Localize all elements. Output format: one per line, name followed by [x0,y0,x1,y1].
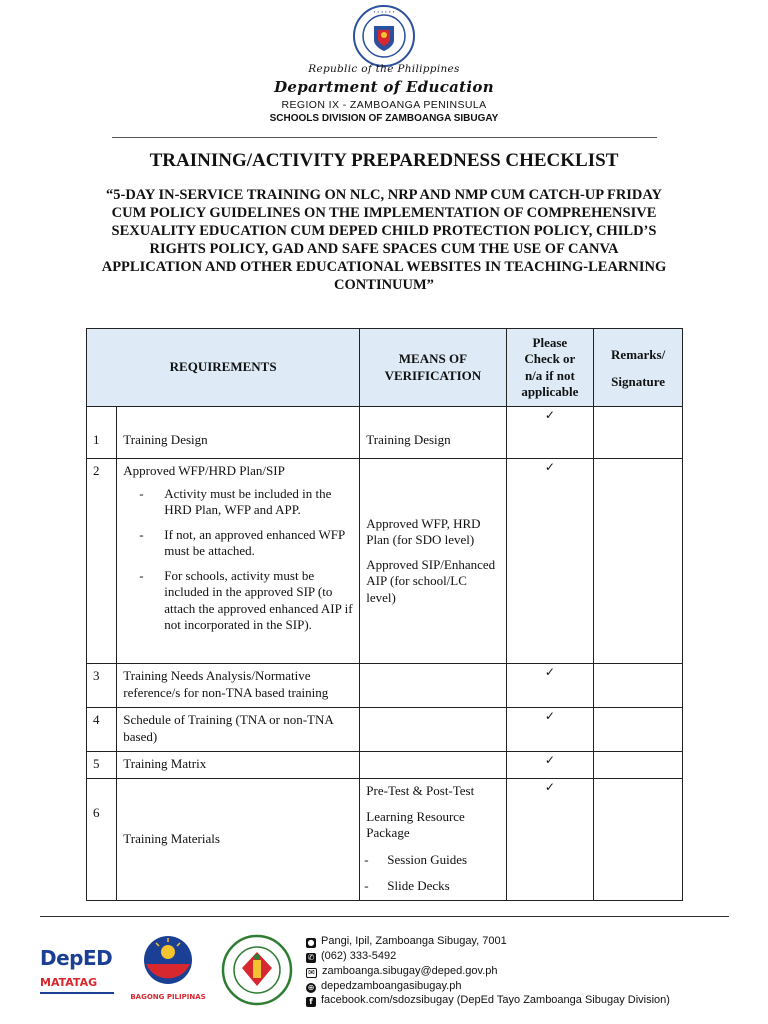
row-number: 1 [87,407,117,459]
row-remarks-cell[interactable] [594,664,683,708]
region-label: REGION IX - ZAMBOANGA PENINSULA [281,99,487,111]
matatag-wordmark: MATATAG [40,976,98,989]
bagong-pilipinas-logo [127,934,209,1004]
requirement-sublist [117,486,359,634]
row-number: 2 [87,459,117,664]
row-means: Pre-Test & Post-Test Learning Resource Package - Session Guides - Slide Decks [360,779,506,901]
row-number: 3 [87,664,117,708]
table-row [87,664,683,708]
header-remarks-line1: Remarks/ [611,346,666,362]
header-divider [112,137,657,138]
check-mark: ✓ [544,753,555,767]
footer-facebook[interactable]: f facebook.com/sdozsibugay (DepEd Tayo Zamboanga Sibugay Division) [306,994,670,1007]
footer-address: ● Pangi, Ipil, Zamboanga Sibugay, 7001 [307,935,507,947]
deped-matatag-logo [40,936,118,1002]
row-requirement: Training Materials [117,779,360,901]
email-icon: ✉ [306,968,317,978]
check-mark: ✓ [544,709,555,723]
footer-website[interactable]: ⊕ depedzamboangasibugay.ph [307,980,462,992]
row-number: 6 [87,779,117,901]
row-means [360,752,506,779]
sdo-zamboanga-sibugay-seal [217,934,297,1006]
row-number: 4 [87,708,117,752]
list-item: - Activity must be included in the HRD Plan, WFP and APP. [139,486,359,519]
bagong-pilipinas-text: BAGONG PILIPINAS [130,993,206,1001]
header-remarks [594,329,683,407]
row-remarks-cell[interactable] [594,459,683,664]
facebook-icon: f [306,997,316,1007]
header-means-of-verification: MEANS OF VERIFICATION [360,329,506,407]
row-check-cell[interactable] [506,664,594,708]
table-header-row [87,329,683,407]
table-row [87,779,683,901]
row-remarks-cell[interactable] [594,708,683,752]
row-remarks-cell[interactable] [594,752,683,779]
list-item: - Slide Decks [360,878,505,895]
table-row [87,407,683,459]
globe-icon: ⊕ [307,983,315,992]
row-means: Training Design [360,407,506,459]
row-means [360,664,506,708]
row-means: Approved WFP, HRD Plan (for SDO level) Approved SIP/Enhanced AIP (for school/LC level) [360,459,506,664]
row-check-cell[interactable] [506,407,594,459]
row-requirement: Training Design [117,407,360,459]
list-item: - Session Guides [360,852,505,869]
division-label: SCHOOLS DIVISION OF ZAMBOANGA SIBUGAY [269,113,499,124]
republic-label: Republic of the Philippines [308,63,460,75]
footer-email[interactable]: ✉ zamboanga.sibugay@deped.gov.ph [306,965,497,978]
bagong-pilipinas-emblem [141,934,195,986]
means-sublist [360,852,505,895]
header-requirements: REQUIREMENTS [87,329,360,407]
checklist-table [86,328,683,901]
check-mark: ✓ [544,780,555,794]
row-check-cell[interactable] [506,459,594,664]
check-mark: ✓ [544,665,555,679]
list-item: - If not, an approved enhanced WFP must be attached. [139,527,359,560]
row-means [360,708,506,752]
footer-divider [40,916,729,917]
row-number: 5 [87,752,117,779]
check-mark: ✓ [544,460,555,474]
table-row [87,708,683,752]
row-requirement: Training Matrix [117,752,360,779]
row-requirement: Training Needs Analysis/Normative reference/s for non-TNA based training [117,664,360,708]
list-item: - For schools, activity must be included in the approved SIP (to attach the approved enhanced AIP if not incorporated in the SIP). [139,568,359,634]
location-pin-icon: ● [307,938,315,947]
row-check-cell[interactable] [506,779,594,901]
deped-wordmark: DepED [40,946,113,970]
department-name: Department of Education [274,78,494,96]
header-remarks-line2: Signature [611,373,666,389]
deped-seal-logo [352,4,416,68]
row-check-cell[interactable] [506,752,594,779]
row-remarks-cell[interactable] [594,407,683,459]
check-mark: ✓ [544,408,555,422]
row-requirement: Approved WFP/HRD Plan/SIP - Activity must be included in the HRD Plan, WFP and APP. - If not, an approved enhanced WFP must be attached. - For schools, activity must be included in the approved SIP (to attach the approved enhanced AIP if not incorporated in the SIP). [117,459,360,664]
header-check: Please Check or n/a if not applicable [506,329,594,407]
row-check-cell[interactable] [506,708,594,752]
page-title: TRAINING/ACTIVITY PREPAREDNESS CHECKLIST [149,150,619,171]
svg-text:• • • • • •: • • • • • • [373,9,395,15]
row-remarks-cell[interactable] [594,779,683,901]
row-requirement: Schedule of Training (TNA or non-TNA based) [117,708,360,752]
table-row [87,752,683,779]
table-row [87,459,683,664]
page-subtitle: “5-DAY IN-SERVICE TRAINING ON NLC, NRP AND NMP CUM CATCH-UP FRIDAY CUM POLICY GUIDELINES ON THE IMPLEMENTATION OF COMPREHENSIVE SEXUALITY EDUCATION CUM DEPED CHILD PROTECTION POLICY, CHILD’S RIGHTS POLICY, GAD AND SAFE SPACES CUM THE USE OF CANVA APPLICATION AND OTHER EDUCATIONAL WEBSITES IN TEACHING-LEARNING CONTINUUM” [101,187,667,293]
phone-icon: ✆ [307,953,315,962]
footer-phone: ✆ (062) 333-5492 [307,950,397,962]
